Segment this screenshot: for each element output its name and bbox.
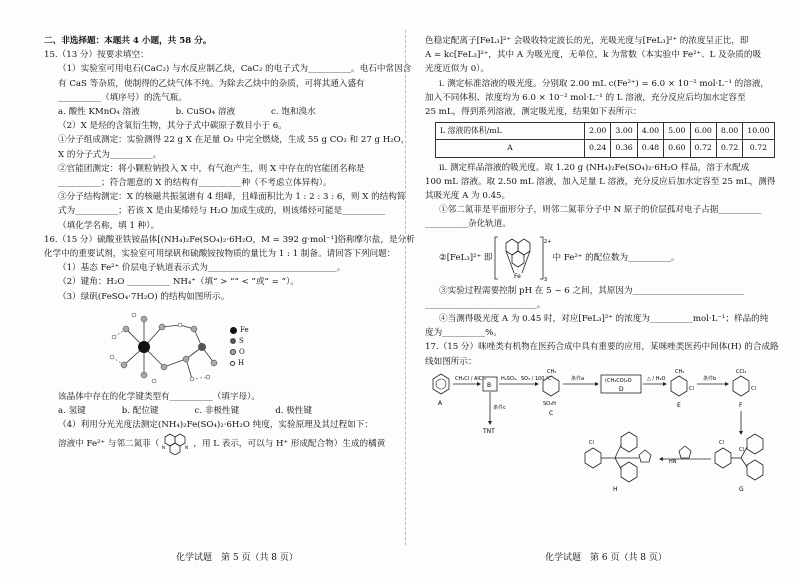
bond-option-b: b. 配位键	[121, 406, 159, 417]
green-vitriol-structure	[104, 306, 396, 388]
section-title: 二、非选择题：本题共 4 小题，共 58 分。	[44, 36, 212, 46]
label-b: B	[487, 381, 492, 389]
q16-p3: （3）绿矾(FeSO₄·7H₂O) 的结构如图所示。	[58, 291, 230, 302]
svg-text:N: N	[185, 445, 189, 451]
label-e: E	[677, 401, 681, 409]
table-cell: 0.72	[690, 140, 716, 157]
q16-p4-text-b: ，用 L 表示，可以与 H⁺ 形成配合物）生成的橘黄	[193, 439, 386, 450]
table-cell: 6.00	[690, 123, 716, 140]
bond-option-d: d. 极性键	[275, 406, 312, 417]
legend-h: H	[238, 358, 245, 367]
structure-legend	[230, 325, 249, 369]
legend-fe: Fe	[240, 325, 249, 334]
q17-stem-line2: 线如图所示：	[425, 356, 477, 367]
table-cell: 0.60	[664, 140, 690, 157]
table-cell: 8.00	[716, 123, 742, 140]
right-page	[425, 34, 777, 497]
q16-p3-question: 该晶体中存在的化学键类型有__________（填字母）。	[58, 391, 260, 402]
q15-p2-line3: X 的分子式为__________。	[58, 149, 162, 160]
svg-text:Fe: Fe	[514, 272, 522, 280]
label-a: A	[438, 399, 443, 407]
reagent-4: (CH₃CO)₂O	[605, 377, 632, 384]
r-line3: 光度近似为 0）。	[425, 64, 490, 75]
step-i-line2: 加入不同体积、浓度均为 6.0 × 10⁻² mol·L⁻¹ 的 L 溶液，充分反应后均加水定容至	[425, 92, 746, 103]
table-cell: 5.00	[664, 123, 690, 140]
q16-stem-line2: 化学中的重要试剂，实验室可用绿矾和硫酸铵按物质的量比为 1 : 1 制备。请回答下列问题：	[44, 249, 396, 260]
step-ii-line1: ⅱ. 测定样品溶液的吸光度。取 1.20 g (NH₄)₂Fe(SO₄)₂·6H₂O 样品，溶于水配成	[439, 162, 750, 173]
q15-stem: 15.（13 分）按要求填空：	[44, 50, 149, 61]
q15-p2-line6: ③分子结构测定：X 的核磁共振氢谱有 4 组峰，且峰面积比为 1 : 2 : 3 : 6，则 X 的结构简	[58, 192, 406, 203]
page-divider	[405, 30, 406, 545]
q16-p4-text-a: 溶液中 Fe²⁺ 与邻二氮菲（	[58, 439, 160, 450]
q16-stem-line1: 16.（15 分）硫酸亚铁铵晶体[(NH₄)₂Fe(SO₄)₂·6H₂O，M = 392 g·mol⁻¹]俗称摩尔盐，是分析	[44, 234, 415, 245]
step-i-line3: 25 mL，得到系列溶液，测定吸光度，结果如下表所示：	[425, 107, 642, 118]
reagent-c: 条件c	[493, 404, 506, 411]
sub-q2-text-a: ②[FeL₃]²⁺ 即	[439, 252, 493, 263]
table-row	[436, 123, 775, 140]
step-i-line1: ⅰ. 测定标准溶液的吸光度。分别取 2.00 mL c(Fe²⁺) = 6.0 × 10⁻² mol·L⁻¹ 的溶液，	[439, 78, 770, 89]
bond-options	[44, 404, 396, 418]
absorbance-table	[435, 122, 775, 157]
bond-option-c: c. 非极性键	[194, 406, 240, 417]
q16-p1: （1）基态 Fe²⁺ 价层电子轨道表示式为______________________________。	[58, 263, 346, 274]
sub-q4-line1: ④当测得吸光度 A 为 0.45 时，对应[FeL₃]²⁺ 的浓度为__________mol·L⁻¹；样品的纯	[439, 314, 769, 325]
f-cl: Cl	[751, 385, 756, 392]
q15-p1-line3: __________（填序号）的洗气瓶。	[58, 92, 187, 103]
reagent-b: 条件b	[703, 375, 717, 382]
q15-p2-line2: ①分子组成测定：实验测得 22 g X 在足量 O₂ 中完全燃烧，生成 55 g CO₂ 和 27 g H₂O，	[58, 135, 410, 146]
sub-q1-line1: ①邻二氮菲是平面形分子，则邻二氮菲分子中 N 原子的价层孤对电子占据__________	[439, 205, 762, 216]
h-cl: Cl	[589, 439, 594, 446]
g-ring-cl: Cl	[719, 439, 724, 446]
imidazole-nh: HN	[669, 458, 677, 465]
table-row	[436, 140, 775, 157]
table-cell: 0.72	[716, 140, 742, 157]
e-ch3: CH₃	[675, 368, 685, 375]
q15-p2-line5: __________；符合题意的 X 的结构有__________种（不考虑立体异构）。	[58, 178, 332, 189]
q15-p2-line4: ②官能团测定：将小颗粒钠投入 X 中，有气泡产生，则 X 中存在的官能团名称是	[58, 163, 365, 174]
q16-p4-line1: （4）利用分光光度法测定(NH₄)₂Fe(SO₄)₂·6H₂O 纯度，实验原理及其过程如下：	[58, 420, 373, 431]
table-cell: 0.72	[743, 140, 774, 157]
left-page	[44, 34, 415, 456]
option-b: b. CuSO₄ 溶液	[175, 107, 236, 118]
q15-options	[44, 105, 396, 119]
q15-p1-line1: （1）实验室可用电石(CaC₂) 与水反应制乙炔，CaC₂ 的电子式为__________。电石中常因含	[58, 64, 412, 75]
reagent-2: H₂SO₄、SO₃ / 100 ℃	[501, 375, 552, 382]
label-f: F	[739, 401, 743, 409]
option-a: a. 酸性 KMnO₄ 溶液	[58, 107, 140, 118]
reagent-5: △ / H₂O	[647, 375, 666, 382]
legend-s: S	[239, 336, 244, 345]
footer-right: 化学试题 第 6 页（共 8 页）	[545, 553, 667, 563]
synthesis-scheme	[425, 369, 777, 497]
fe-atom	[138, 341, 150, 353]
footer-left: 化学试题 第 5 页（共 8 页）	[176, 553, 298, 563]
q15-p1-line2: 有 CaS 等杂质，使制得的乙炔气体不纯。为除去乙炔中的杂质，可将其通入盛有	[58, 78, 365, 89]
label-tnt: TNT	[483, 427, 495, 435]
reagent-a: 条件a	[571, 375, 585, 382]
table-cell: 3.00	[611, 123, 637, 140]
e-cl: Cl	[689, 385, 694, 392]
q16-p2: （2）键角：H₂O __________ NH₄⁺（填“ > ”“ < ”或“ = ”）。	[58, 277, 299, 288]
sub-q4-line2: 度为__________%。	[425, 328, 502, 339]
sub-q1-line2: __________杂化轨道。	[425, 219, 511, 230]
q17-stem-line1: 17.（15 分）咪唑类有机物在医药合成中具有重要的应用，某咪唑类医药中间体(H) 的合成路	[425, 342, 779, 353]
q15-p2-line8: （填化学名称，填 1 种）。	[58, 220, 160, 231]
c-so3h: SO₃H	[543, 400, 556, 407]
sub-q2-text-b: 中 Fe²⁺ 的配位数为__________。	[552, 252, 680, 263]
label-d: D	[619, 385, 624, 393]
g-cl: Cl	[739, 446, 744, 453]
bond-option-a: a. 氢键	[58, 406, 86, 417]
crystal-structure-figure	[104, 307, 224, 387]
c-ch3: CH₃	[547, 368, 557, 375]
step-ii-line3: 其吸光度 A 为 0.45。	[425, 191, 511, 202]
r-line1: 色稳定配离子[FeL₃]²⁺ 会吸收特定波长的光，光吸光度与[FeL₃]²⁺ 的浓度呈正比，即	[425, 36, 749, 46]
step-ii-line2: 100 mL 溶液。取 2.50 mL 溶液，加入足量 L 溶液，充分反应后加水定容至 25 mL，测得	[425, 176, 776, 187]
table-cell: 0.36	[611, 140, 637, 157]
reagent-1: CH₃Cl / AlCl₃	[455, 375, 486, 382]
sub-q3-line2: __________________________。	[425, 299, 546, 310]
sub-q3-line1: ③实验过程需要控制 pH 在 5 ~ 6 之间，其原因为__________________________	[439, 285, 745, 296]
table-header-absorbance: A	[436, 140, 585, 157]
fel3-complex-figure	[492, 233, 552, 283]
table-cell: 10.00	[743, 123, 774, 140]
sub-q2	[425, 232, 777, 284]
table-header-volume: L 溶液的体积/mL	[436, 123, 585, 140]
q15-p2-line1: （2）X 是烃的含氧衍生物，其分子式中碳原子数目小于 6。	[58, 121, 287, 132]
f-ccl3: CCl₃	[736, 368, 747, 375]
phenanthroline-icon	[159, 433, 193, 455]
svg-text:N: N	[162, 445, 166, 451]
table-cell: 0.48	[637, 140, 663, 157]
q15-p2-line7: 式为__________；若该 X 是由某烯烃与 H₂O 加成生成的，则该烯烃可能是__________	[58, 206, 386, 217]
svg-text:3: 3	[544, 276, 548, 283]
option-c: c. 饱和溴水	[271, 107, 316, 118]
svg-text:2+: 2+	[544, 238, 552, 245]
table-cell: 4.00	[637, 123, 663, 140]
table-cell: 2.00	[585, 123, 611, 140]
q16-p4-line2	[44, 432, 396, 456]
r-line2: A = kc[FeL₃]²⁺，其中 A 为吸光度，无单位，k 为常数（本实验中 Fe²⁺、L 及杂质的吸	[425, 50, 762, 61]
legend-o: O	[239, 347, 245, 356]
label-g: G	[739, 485, 744, 493]
label-c: C	[549, 409, 554, 417]
label-h: H	[613, 485, 618, 493]
table-cell: 0.24	[585, 140, 611, 157]
